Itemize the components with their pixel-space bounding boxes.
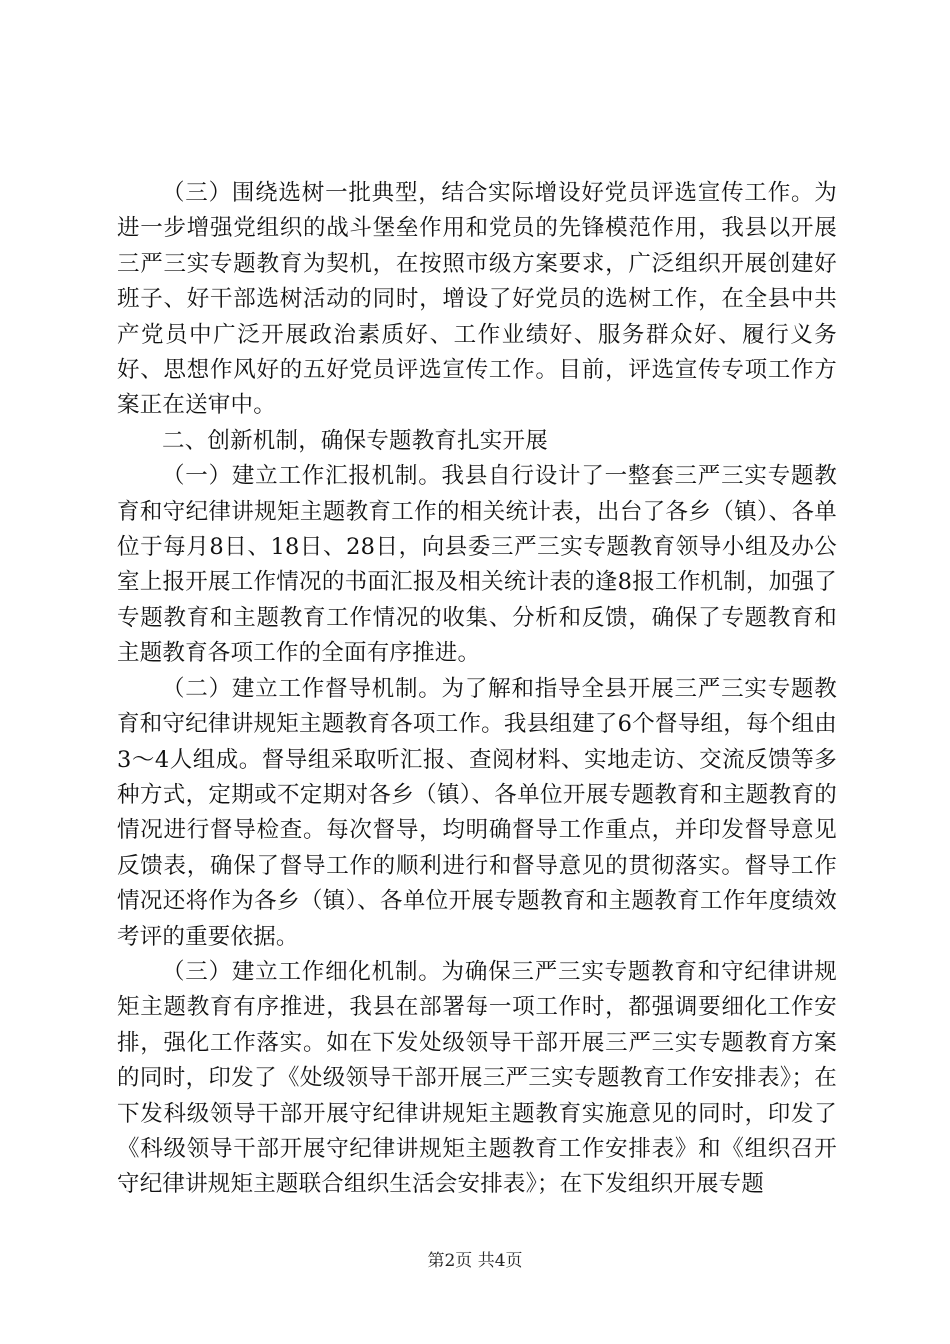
paragraph-refinement-mechanism: （三）建立工作细化机制。为确保三严三实专题教育和守纪律讲规矩主题教育有序推进，我县在部署每一项工作时，都强调要细化工作安排，强化工作落实。如在下发处级领导干部开展三严三实专题教育方案的同时，印发了《处级领导干部开展三严三实专题教育工作安排表》；在下发科级领导干部开展守纪律讲规矩主题教育实施意见的同时，印发了《科级领导干部开展守纪律讲规矩主题教育工作安排表》和《组织召开守纪律讲规矩主题联合组织生活会安排表》；在下发组织开展专题 [117,958,837,1198]
document-body [117,176,837,1203]
section-heading-innovate-mechanism: 二、创新机制，确保专题教育扎实开展 [162,427,548,454]
paragraph-supervision-mechanism: （二）建立工作督导机制。为了解和指导全县开展三严三实专题教育和守纪律讲规矩主题教育各项工作。我县组建了6个督导组，每个组由3～4人组成。督导组采取听汇报、查阅材料、实地走访、交流反馈等多种方式，定期或不定期对各乡（镇）、各单位开展专题教育和主题教育的情况进行督导检查。每次督导，均明确督导工作重点，并印发督导意见反馈表，确保了督导工作的顺利进行和督导意见的贯彻落实。督导工作情况还将作为各乡（镇）、各单位开展专题教育和主题教育工作年度绩效考评的重要依据。 [117,675,837,950]
paragraph-reporting-mechanism: （一）建立工作汇报机制。我县自行设计了一整套三严三实专题教育和守纪律讲规矩主题教育工作的相关统计表，出台了各乡（镇）、各单位于每月8日、18日、28日，向县委三严三实专题教育领导小组及办公室上报开展工作情况的书面汇报及相关统计表的逢8报工作机制，加强了专题教育和主题教育工作情况的收集、分析和反馈，确保了专题教育和主题教育各项工作的全面有序推进。 [117,463,837,667]
paragraph-typical-selection: （三）围绕选树一批典型，结合实际增设好党员评选宣传工作。为进一步增强党组织的战斗堡垒作用和党员的先锋模范作用，我县以开展三严三实专题教育为契机，在按照市级方案要求，广泛组织开展创建好班子、好干部选树活动的同时，增设了好党员的选树工作，在全县中共产党员中广泛开展政治素质好、工作业绩好、服务群众好、履行义务好、思想作风好的五好党员评选宣传工作。目前，评选宣传专项工作方案正在送审中。 [117,180,837,419]
page-number-footer: 第2页 共4页 [427,1251,523,1271]
